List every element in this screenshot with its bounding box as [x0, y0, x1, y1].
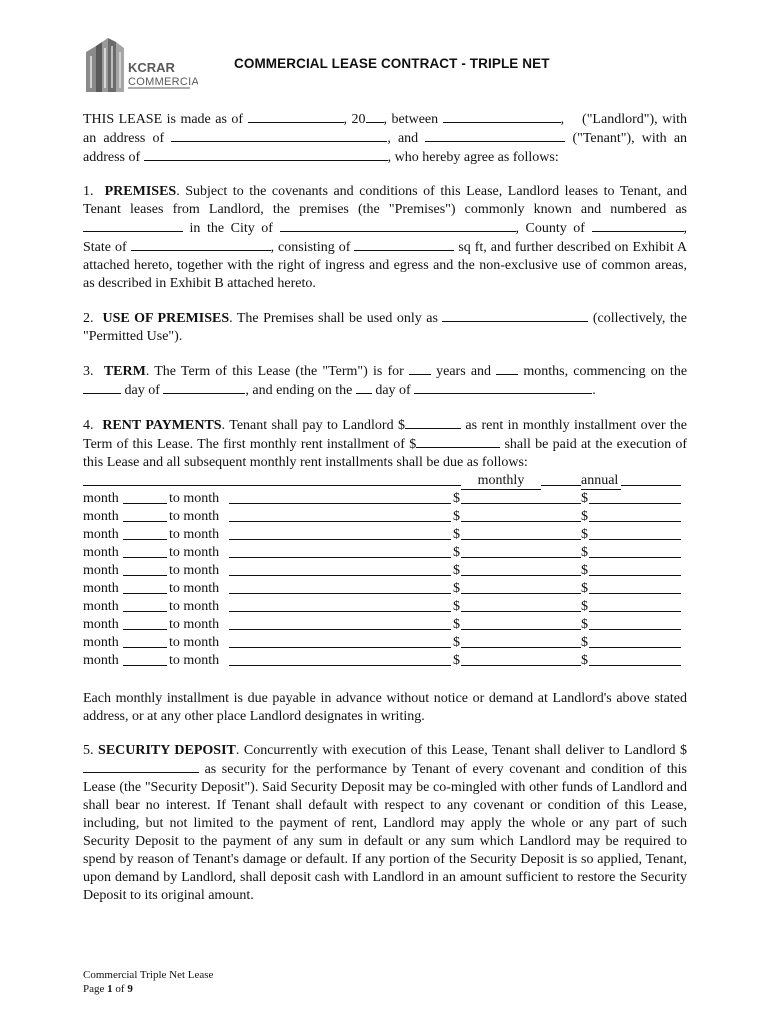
annual-amount-blank[interactable]: [589, 664, 681, 666]
start-day-blank[interactable]: [83, 381, 121, 394]
logo-text-2: COMMERCIAL: [128, 76, 198, 88]
section-heading: SECURITY DEPOSIT: [98, 743, 236, 758]
county-blank[interactable]: [592, 219, 684, 232]
building-icon: [82, 36, 198, 94]
row-month-label: month: [83, 581, 119, 596]
footer-page-total: 9: [127, 983, 133, 995]
section-text: , consisting of: [270, 240, 351, 255]
section-text: as security for the performance by Tenant of every covenant and condition of this Lease (the "Security Deposit"). Said Security Deposit may be co-mingled with other funds of Landlord and shall bear no interest. If Tenant shall default with respect to any covenant or condition of this Lease, including, but not limited to the payment of rent, Landlord may apply the whole or any part of such Security Deposit to the payment of any sum in default or any sum which Landlord may be required to spend by reason of Tenant's damage or default. If any portion of the Security Deposit is so applied, Tenant, upon demand by Landlord, shall deposit cash with Landlord in an amount sufficient to restore the Security Deposit to its original amount.: [83, 762, 688, 903]
section-text: as rent in monthly installment over the Term of this Lease. The first monthly rent installment of $: [83, 418, 687, 452]
header-rule: [83, 484, 461, 486]
intro-text: ,: [560, 112, 565, 127]
row-to-month-label: to month: [169, 617, 220, 632]
to-month-blank[interactable]: [229, 574, 451, 576]
row-month-label: month: [83, 599, 119, 614]
annual-amount-blank[interactable]: [589, 628, 681, 630]
monthly-dollar-sign: $: [453, 491, 460, 506]
end-day-blank[interactable]: [356, 381, 372, 394]
from-month-blank[interactable]: [123, 520, 167, 522]
permitted-use-blank[interactable]: [442, 309, 588, 322]
annual-dollar-sign: $: [581, 581, 588, 596]
monthly-dollar-sign: $: [453, 509, 460, 524]
from-month-blank[interactable]: [123, 502, 167, 504]
to-month-blank[interactable]: [229, 592, 451, 594]
annual-amount-blank[interactable]: [589, 574, 681, 576]
monthly-amount-blank[interactable]: [461, 574, 581, 576]
state-blank[interactable]: [131, 238, 271, 251]
tenant-name-blank[interactable]: [425, 129, 565, 142]
row-month-label: month: [83, 635, 119, 650]
section-text: months, commencing: [523, 364, 646, 379]
monthly-dollar-sign: $: [453, 545, 460, 560]
to-month-blank[interactable]: [229, 502, 451, 504]
monthly-dollar-sign: $: [453, 527, 460, 542]
row-month-label: month: [83, 527, 119, 542]
intro-paragraph: [83, 110, 687, 167]
row-month-label: month: [83, 491, 119, 506]
from-month-blank[interactable]: [123, 664, 167, 666]
section-text: on the: [650, 364, 688, 379]
date-blank[interactable]: [248, 110, 344, 123]
rent-schedule-header: [83, 472, 687, 490]
section-number: 4.: [83, 418, 94, 433]
row-to-month-label: to month: [169, 635, 220, 650]
section-text: ,: [683, 221, 688, 236]
row-month-label: month: [83, 545, 119, 560]
section-text: , County of: [515, 221, 585, 236]
header-rule: [541, 484, 581, 486]
rent-schedule-row: [83, 526, 687, 544]
deposit-section: [83, 742, 687, 905]
row-to-month-label: to month: [169, 653, 220, 668]
landlord-address-blank[interactable]: [171, 129, 387, 142]
section-text: . Concurrently with execution of this Lease, Tenant shall deliver to Landlord $: [235, 743, 688, 758]
intro-text: , between: [383, 112, 439, 127]
section-text: . The Premises shall be used only as: [229, 311, 438, 326]
rent-amount-blank[interactable]: [405, 416, 461, 429]
to-month-blank[interactable]: [229, 664, 451, 666]
annual-dollar-sign: $: [581, 653, 588, 668]
monthly-amount-blank[interactable]: [461, 628, 581, 630]
rent-schedule-row: [83, 634, 687, 652]
monthly-amount-blank[interactable]: [461, 664, 581, 666]
annual-dollar-sign: $: [581, 563, 588, 578]
annual-column-header: annual: [581, 472, 621, 490]
section-text: sq ft, and further described on Exhibit A attached hereto, together with the right of ingress and egress and the non-exclusive use of common areas, as described in Exhibit B attached hereto.: [83, 240, 687, 291]
year-blank[interactable]: [366, 110, 384, 123]
premises-number-blank[interactable]: [83, 219, 183, 232]
monthly-amount-blank[interactable]: [461, 592, 581, 594]
rent-schedule: [83, 472, 687, 670]
section-number: 2.: [83, 311, 94, 326]
rent-schedule-row: [83, 544, 687, 562]
to-month-blank[interactable]: [229, 556, 451, 558]
section-heading: TERM: [103, 364, 146, 379]
from-month-blank[interactable]: [123, 628, 167, 630]
section-text: . The Term of this Lease (the "Term") is for: [145, 364, 404, 379]
footer-doc-name: Commercial Triple Net Lease: [83, 969, 214, 981]
row-to-month-label: to month: [169, 599, 220, 614]
from-month-blank[interactable]: [123, 646, 167, 648]
annual-dollar-sign: $: [581, 635, 588, 650]
rent-schedule-row: [83, 580, 687, 598]
from-month-blank[interactable]: [123, 538, 167, 540]
row-month-label: month: [83, 617, 119, 632]
section-text: (collectively, the "Permitted Use").: [83, 311, 688, 344]
annual-amount-blank[interactable]: [589, 520, 681, 522]
intro-text: with an address of: [83, 112, 687, 146]
tenant-address-blank[interactable]: [144, 148, 388, 161]
term-section: [83, 362, 687, 400]
section-number: 5.: [83, 743, 94, 758]
from-month-blank[interactable]: [123, 610, 167, 612]
annual-dollar-sign: $: [581, 527, 588, 542]
document-title: COMMERCIAL LEASE CONTRACT - TRIPLE NET: [234, 56, 550, 71]
footer-of-label: of: [115, 983, 125, 995]
section-text: day of: [375, 383, 411, 398]
row-to-month-label: to month: [169, 491, 220, 506]
to-month-blank[interactable]: [229, 628, 451, 630]
row-to-month-label: to month: [169, 509, 220, 524]
row-to-month-label: to month: [169, 563, 220, 578]
section-text: State of: [83, 240, 127, 255]
rent-schedule-row: [83, 616, 687, 634]
monthly-amount-blank[interactable]: [461, 520, 581, 522]
rent-schedule-row: [83, 562, 687, 580]
from-month-blank[interactable]: [123, 592, 167, 594]
term-years-blank[interactable]: [409, 362, 431, 375]
section-heading: USE OF PREMISES: [102, 311, 230, 326]
from-month-blank[interactable]: [123, 574, 167, 576]
document-body: [83, 110, 687, 905]
rent-schedule-rows: [83, 490, 687, 670]
section-text: . Subject to the covenants and conditions of this Lease, Landlord leases to Tenant, and Tenant leases from Landlord, the premises (the "Premises") commonly known and numbered as: [83, 184, 688, 217]
intro-text: , 20: [343, 112, 366, 127]
annual-amount-blank[interactable]: [589, 556, 681, 558]
monthly-amount-blank[interactable]: [461, 502, 581, 504]
row-to-month-label: to month: [169, 581, 220, 596]
to-month-blank[interactable]: [229, 610, 451, 612]
section-heading: RENT PAYMENTS: [102, 418, 222, 433]
to-month-blank[interactable]: [229, 538, 451, 540]
rent-schedule-row: [83, 490, 687, 508]
section-text: shall be paid at the execution of this Lease and all subsequent monthly rent installments shall be due as follows:: [83, 437, 687, 470]
row-month-label: month: [83, 653, 119, 668]
section-text: .: [592, 383, 596, 398]
annual-amount-blank[interactable]: [589, 502, 681, 504]
section-text: years and: [436, 364, 492, 379]
annual-dollar-sign: $: [581, 545, 588, 560]
section-number: 3.: [83, 364, 94, 379]
monthly-amount-blank[interactable]: [461, 556, 581, 558]
section-text: in the City of: [189, 221, 273, 236]
first-installment-blank[interactable]: [416, 435, 500, 448]
monthly-dollar-sign: $: [453, 599, 460, 614]
row-to-month-label: to month: [169, 545, 220, 560]
monthly-dollar-sign: $: [453, 653, 460, 668]
to-month-blank[interactable]: [229, 646, 451, 648]
footer-page-current: 1: [107, 983, 113, 995]
section-text: , and ending on the: [245, 383, 353, 398]
section-text: . Tenant shall pay to Landlord $: [221, 418, 405, 433]
start-month-blank[interactable]: [163, 381, 245, 394]
intro-text: an address of: [83, 131, 688, 165]
term-months-blank[interactable]: [496, 362, 518, 375]
to-month-blank[interactable]: [229, 520, 451, 522]
annual-dollar-sign: $: [581, 617, 588, 632]
from-month-blank[interactable]: [123, 556, 167, 558]
annual-dollar-sign: $: [581, 509, 588, 524]
monthly-amount-blank[interactable]: [461, 646, 581, 648]
annual-dollar-sign: $: [581, 599, 588, 614]
intro-text: , and: [387, 131, 419, 146]
annual-amount-blank[interactable]: [589, 646, 681, 648]
rent-section: [83, 416, 687, 472]
kcrar-logo: [82, 36, 198, 94]
deposit-amount-blank[interactable]: [83, 760, 199, 773]
section-text: day of: [124, 383, 160, 398]
annual-amount-blank[interactable]: [589, 538, 681, 540]
intro-text: ("Tenant"), with: [572, 131, 667, 146]
logo-text-1: KCRAR: [128, 60, 175, 75]
monthly-amount-blank[interactable]: [461, 538, 581, 540]
monthly-dollar-sign: $: [453, 563, 460, 578]
monthly-dollar-sign: $: [453, 617, 460, 632]
row-month-label: month: [83, 563, 119, 578]
installment-note: Each monthly installment is due payable in advance without notice or demand at Landlord's above stated address, or at any other place Landlord designates in writing.: [83, 691, 687, 724]
city-blank[interactable]: [280, 219, 516, 232]
monthly-amount-blank[interactable]: [461, 610, 581, 612]
landlord-name-blank[interactable]: [443, 110, 561, 123]
monthly-dollar-sign: $: [453, 581, 460, 596]
sqft-blank[interactable]: [354, 238, 454, 251]
row-to-month-label: to month: [169, 527, 220, 542]
use-section: [83, 309, 687, 346]
annual-dollar-sign: $: [581, 491, 588, 506]
intro-text: ("Landlord"),: [582, 112, 658, 127]
row-month-label: month: [83, 509, 119, 524]
section-heading: PREMISES: [104, 184, 177, 199]
footer-page-label: Page: [83, 983, 105, 995]
end-month-blank[interactable]: [414, 381, 592, 394]
monthly-dollar-sign: $: [453, 635, 460, 650]
intro-text: THIS LEASE is made as of: [83, 112, 244, 127]
header-rule: [621, 484, 681, 486]
rent-schedule-row: [83, 652, 687, 670]
annual-amount-blank[interactable]: [589, 610, 681, 612]
section-number: 1.: [83, 184, 94, 199]
premises-section: [83, 183, 687, 293]
rent-schedule-row: [83, 598, 687, 616]
intro-text: , who hereby agree as follows:: [387, 150, 559, 165]
page-footer: [83, 968, 213, 996]
footer-page-number: [83, 982, 213, 996]
rent-schedule-row: [83, 508, 687, 526]
monthly-column-header: monthly: [461, 472, 541, 490]
annual-amount-blank[interactable]: [589, 592, 681, 594]
